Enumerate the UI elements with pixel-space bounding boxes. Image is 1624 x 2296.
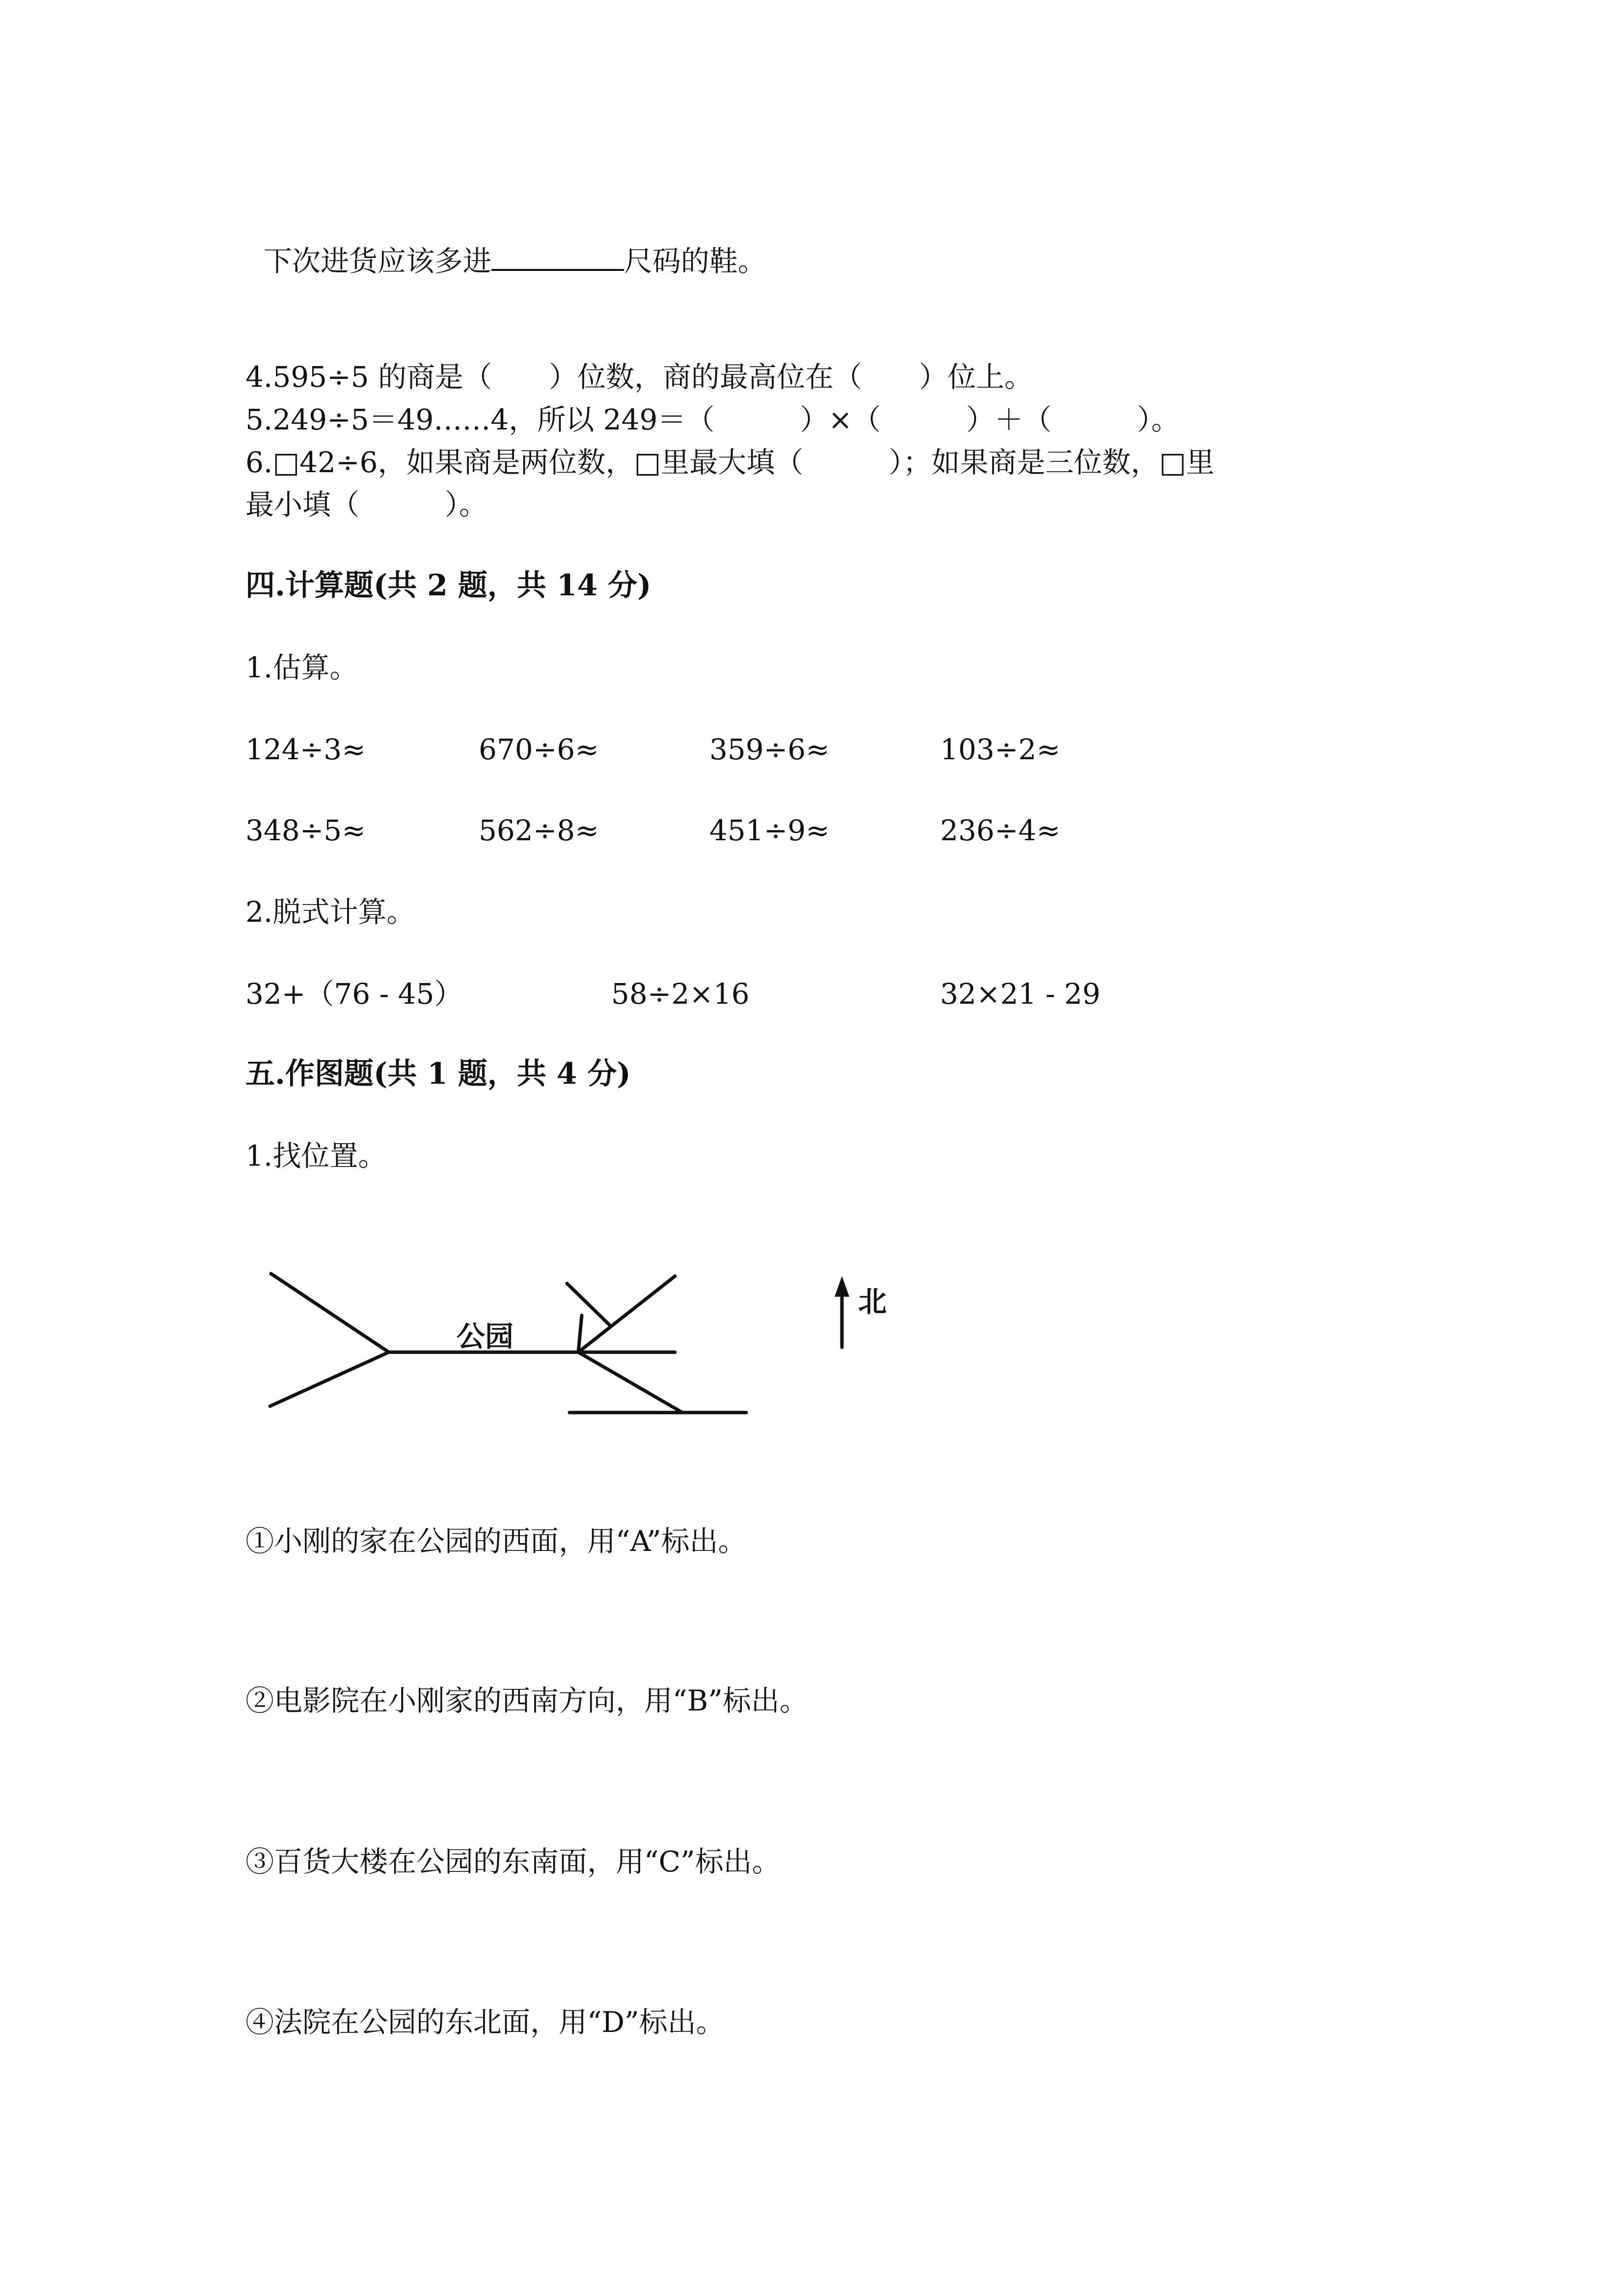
road-line xyxy=(567,1283,610,1325)
calc-item: 58÷2×16 xyxy=(611,977,750,1011)
map-task-d: ④法院在公园的东北面，用“D”标出。 xyxy=(245,2005,725,2039)
question-6-line-2: 最小填（ ）。 xyxy=(245,488,488,521)
section-5-heading: 五.作图题(共 1 题，共 4 分) xyxy=(245,1057,631,1091)
calc-item: 32+（76 - 45） xyxy=(245,977,463,1011)
estimate-item: 103÷2≈ xyxy=(940,733,1060,766)
road-line xyxy=(578,1276,675,1352)
road-line xyxy=(271,1274,389,1352)
estimate-item: 562÷8≈ xyxy=(479,814,599,847)
park-map-diagram xyxy=(260,1256,918,1433)
road-line xyxy=(578,1315,582,1352)
estimate-item: 348÷5≈ xyxy=(245,814,366,847)
north-arrow-icon xyxy=(835,1276,849,1297)
map-task-c: ③百货大楼在公园的东南面，用“C”标出。 xyxy=(245,1845,781,1878)
road-line xyxy=(578,1352,682,1413)
estimate-item: 124÷3≈ xyxy=(245,733,366,766)
find-position-question-title: 1.找位置。 xyxy=(245,1139,387,1173)
question-4: 4.595÷5 的商是（ ）位数，商的最高位在（ ）位上。 xyxy=(245,360,1033,394)
step-calc-question-title: 2.脱式计算。 xyxy=(245,895,415,929)
map-task-b: ②电影院在小刚家的西南方向，用“B”标出。 xyxy=(245,1684,808,1717)
question-5: 5.249÷5＝49……4，所以 249＝（ ）×（ ）＋（ ）。 xyxy=(245,403,1180,436)
estimate-item: 359÷6≈ xyxy=(709,733,830,766)
estimate-item: 236÷4≈ xyxy=(940,814,1060,847)
road-lines xyxy=(270,1274,842,1413)
estimate-item: 670÷6≈ xyxy=(479,733,599,766)
question-6-line-1: 6.□42÷6，如果商是两位数，□里最大填（ ）；如果商是三位数，□里 xyxy=(245,446,1215,479)
calc-item: 32×21 - 29 xyxy=(940,977,1101,1011)
road-line xyxy=(270,1352,389,1406)
estimate-item: 451÷9≈ xyxy=(709,814,830,847)
answer-blank[interactable] xyxy=(491,244,624,271)
section-4-heading: 四.计算题(共 2 题，共 14 分) xyxy=(245,568,651,603)
estimate-question-title: 1.估算。 xyxy=(245,651,358,684)
q3-tail-line xyxy=(245,202,766,281)
q3-text-before: 下次进货应该多进 xyxy=(263,244,491,278)
park-label: 公园 xyxy=(457,1320,514,1353)
north-label: 北 xyxy=(858,1285,887,1318)
q3-text-after: 尺码的鞋。 xyxy=(623,244,766,278)
map-task-a: ①小刚的家在公园的西面，用“A”标出。 xyxy=(245,1524,747,1558)
